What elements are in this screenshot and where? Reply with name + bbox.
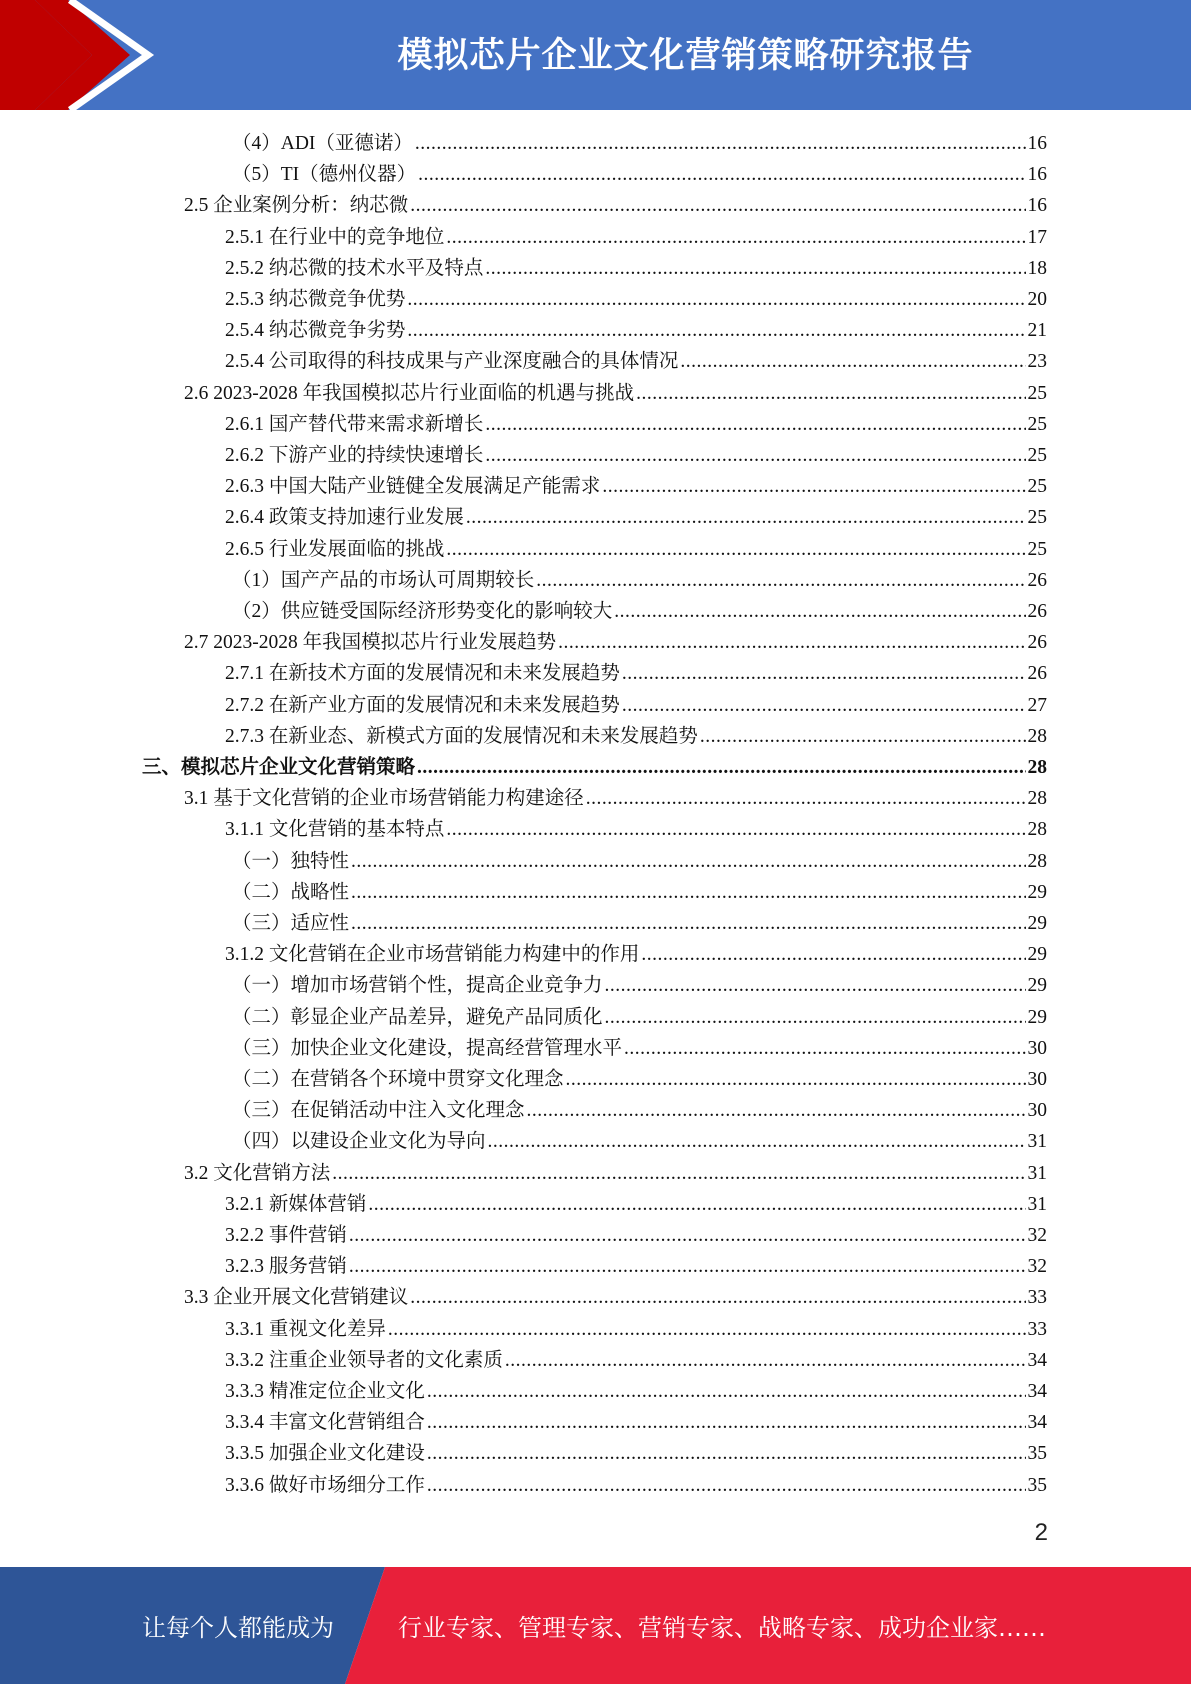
- toc-entry-title: （二）在营销各个环境中贯穿文化理念: [232, 1069, 564, 1090]
- toc-entry-page: 20: [1027, 289, 1047, 310]
- toc-dot-leader: [410, 193, 1025, 219]
- toc-entry-page: 17: [1027, 226, 1047, 248]
- toc-dot-leader: [446, 817, 1025, 843]
- toc-entry[interactable]: [225, 1436, 1047, 1467]
- toc-entry[interactable]: [225, 1468, 1047, 1499]
- toc-entry[interactable]: [184, 781, 1047, 812]
- toc-entry-title: 3.3.5 加强企业文化建设: [225, 1443, 425, 1465]
- toc-dot-leader: [566, 1067, 1026, 1093]
- toc-entry-title: 2.5.3 纳芯微竞争优势: [225, 289, 406, 310]
- header-banner: [0, 0, 1191, 110]
- toc-entry[interactable]: [225, 469, 1047, 500]
- toc-entry[interactable]: [232, 875, 1047, 906]
- toc-dot-leader: [446, 225, 1025, 251]
- toc-entry[interactable]: [225, 1343, 1047, 1374]
- toc-dot-leader: [407, 318, 1025, 344]
- toc-entry[interactable]: [232, 126, 1047, 157]
- toc-entry[interactable]: [225, 407, 1047, 438]
- toc-dot-leader: [388, 1317, 1026, 1343]
- toc-entry-page: 27: [1027, 694, 1047, 716]
- toc-dot-leader: [407, 287, 1025, 313]
- toc-entry-page: 30: [1027, 1037, 1047, 1059]
- toc-entry-page: 29: [1027, 881, 1047, 903]
- toc-entry-page: 28: [1027, 850, 1047, 872]
- toc-entry-title: 3.1.1 文化营销的基本特点: [225, 819, 445, 841]
- toc-entry-page: 33: [1027, 1287, 1047, 1309]
- toc-entry[interactable]: [225, 937, 1047, 968]
- toc-entry[interactable]: [225, 1218, 1047, 1249]
- toc-entry-page: 32: [1027, 1256, 1047, 1278]
- toc-entry-page: 30: [1027, 1069, 1047, 1090]
- toc-dot-leader: [586, 786, 1026, 812]
- toc-dot-leader: [700, 724, 1026, 750]
- toc-dot-leader: [636, 381, 1025, 407]
- toc-entry-page: 25: [1027, 507, 1047, 529]
- toc-entry-title: 2.6 2023-2028 年我国模拟芯片行业面临的机遇与挑战: [184, 382, 635, 404]
- toc-dot-leader: [466, 505, 1026, 531]
- toc-entry-title: 2.6.4 政策支持加速行业发展: [225, 507, 464, 529]
- toc-dot-leader: [488, 1129, 1026, 1155]
- toc-dot-leader: [536, 568, 1025, 594]
- toc-entry-title: 3.2.2 事件营销: [225, 1225, 347, 1246]
- toc-entry[interactable]: [225, 1249, 1047, 1280]
- toc-entry-page: 21: [1027, 320, 1047, 342]
- toc-dot-leader: [558, 630, 1025, 656]
- toc-entry[interactable]: [232, 1062, 1047, 1093]
- toc-entry[interactable]: [225, 688, 1047, 719]
- toc-dot-leader: [680, 349, 1025, 375]
- toc-entry-page: 29: [1027, 913, 1047, 934]
- toc-entry-page: 26: [1027, 601, 1047, 622]
- toc-dot-leader: [622, 693, 1026, 719]
- toc-entry[interactable]: [184, 625, 1047, 656]
- toc-entry-page: 35: [1027, 1474, 1047, 1496]
- toc-entry[interactable]: [232, 1093, 1047, 1124]
- toc-entry-title: 2.5.2 纳芯微的技术水平及特点: [225, 257, 484, 279]
- footer-slogan-right: 行业专家、管理专家、营销专家、战略专家、成功企业家……: [398, 1614, 1046, 1642]
- toc-entry-title: 3.1.2 文化营销在企业市场营销能力构建中的作用: [225, 944, 640, 966]
- toc-entry-title: 2.5.1 在行业中的竞争地位: [225, 226, 445, 248]
- toc-entry-page: 25: [1027, 445, 1047, 466]
- toc-entry-title: 3.3 企业开展文化营销建议: [184, 1287, 409, 1309]
- toc-entry-title: 3.3.6 做好市场细分工作: [225, 1474, 425, 1496]
- toc-entry-title: （四）以建设企业文化为导向: [232, 1131, 486, 1153]
- toc-entry-page: 26: [1027, 663, 1047, 685]
- toc-entry-title: 2.7.3 在新业态、新模式方面的发展情况和未来发展趋势: [225, 725, 698, 747]
- toc-entry-page: 31: [1027, 1162, 1047, 1184]
- toc-entry-title: 3.2.1 新媒体营销: [225, 1193, 367, 1215]
- toc-entry[interactable]: [225, 500, 1047, 531]
- toc-entry-title: （2）供应链受国际经济形势变化的影响较大: [232, 601, 613, 622]
- toc-entry[interactable]: [225, 313, 1047, 344]
- toc-dot-leader: [418, 162, 1025, 188]
- toc-entry-title: （5）TI（德州仪器）: [232, 164, 417, 186]
- toc-entry-page: 18: [1027, 257, 1047, 279]
- toc-entry[interactable]: [225, 656, 1047, 687]
- toc-dot-leader: [368, 1192, 1025, 1218]
- toc-dot-leader: [349, 1254, 1026, 1280]
- toc-entry-title: 3.3.2 注重企业领导者的文化素质: [225, 1349, 503, 1371]
- toc-entry[interactable]: [225, 1312, 1047, 1343]
- toc-entry-title: 2.6.2 下游产业的持续快速增长: [225, 445, 484, 466]
- toc-entry[interactable]: [225, 1187, 1047, 1218]
- toc-dot-leader: [485, 412, 1025, 438]
- toc-entry[interactable]: [232, 1124, 1047, 1155]
- toc-entry-title: 3.2 文化营销方法: [184, 1162, 331, 1184]
- toc-entry-page: 16: [1027, 195, 1047, 217]
- toc-entry-page: 25: [1027, 382, 1047, 404]
- toc-entry-title: （一）独特性: [232, 850, 350, 872]
- footer-banner: [0, 1567, 1191, 1684]
- toc-entry-page: 28: [1027, 819, 1047, 841]
- toc-dot-leader: [351, 849, 1025, 875]
- toc-entry-title: （二）彰显企业产品差异，避免产品同质化: [232, 1006, 603, 1028]
- toc-dot-leader: [485, 443, 1025, 469]
- toc-entry-title: （三）适应性: [232, 913, 350, 934]
- toc-entry-page: 34: [1027, 1349, 1047, 1371]
- footer-slogan-left: 让每个人都能成为: [142, 1614, 334, 1642]
- toc-entry[interactable]: [225, 282, 1047, 313]
- toc-entry-title: 三、模拟芯片企业文化营销策略: [142, 757, 416, 778]
- toc-entry-page: 29: [1027, 944, 1047, 966]
- toc-entry[interactable]: [225, 812, 1047, 843]
- toc-entry[interactable]: [225, 344, 1047, 375]
- toc-entry-page: 31: [1027, 1131, 1047, 1153]
- toc-entry[interactable]: [232, 906, 1047, 937]
- toc-entry-page: 28: [1027, 725, 1047, 747]
- toc-dot-leader: [427, 1441, 1026, 1467]
- toc-entry-title: （1）国产产品的市场认可周期较长: [232, 569, 535, 591]
- toc-dot-leader: [602, 474, 1025, 500]
- toc-entry[interactable]: [184, 376, 1047, 407]
- toc-entry-title: 2.5 企业案例分析：纳芯微: [184, 195, 409, 217]
- toc-entry-title: （一）增加市场营销个性，提高企业竞争力: [232, 975, 603, 997]
- page-number: 2: [1034, 1519, 1048, 1546]
- toc-entry-title: 2.7 2023-2028 年我国模拟芯片行业发展趋势: [184, 632, 557, 654]
- toc-entry-page: 16: [1027, 133, 1047, 154]
- toc-entry-title: 2.7.2 在新产业方面的发展情况和未来发展趋势: [225, 694, 620, 716]
- toc-dot-leader: [349, 1223, 1026, 1249]
- toc-dot-leader: [351, 911, 1025, 937]
- toc-entry-title: 3.3.1 重视文化差异: [225, 1318, 386, 1340]
- toc-entry[interactable]: [225, 220, 1047, 251]
- toc-entry-title: 2.6.1 国产替代带来需求新增长: [225, 413, 484, 435]
- toc-entry-page: 32: [1027, 1225, 1047, 1246]
- toc-dot-leader: [415, 131, 1026, 157]
- toc-dot-leader: [605, 1005, 1026, 1031]
- toc-dot-leader: [427, 1473, 1026, 1499]
- toc-entry-page: 34: [1027, 1381, 1047, 1402]
- toc-entry-page: 26: [1027, 569, 1047, 591]
- toc-entry[interactable]: [232, 1000, 1047, 1031]
- toc-entry-title: 3.3.3 精准定位企业文化: [225, 1381, 425, 1402]
- toc-entry[interactable]: [225, 251, 1047, 282]
- toc-entry-page: 35: [1027, 1443, 1047, 1465]
- toc-dot-leader: [446, 537, 1025, 563]
- toc-entry-page: 25: [1027, 538, 1047, 560]
- toc-entry[interactable]: [225, 1405, 1047, 1436]
- toc-entry[interactable]: [225, 532, 1047, 563]
- toc-entry[interactable]: [232, 968, 1047, 999]
- toc-entry-page: 23: [1027, 351, 1047, 373]
- toc-entry[interactable]: [232, 594, 1047, 625]
- toc-dot-leader: [505, 1348, 1026, 1374]
- toc-dot-leader: [605, 973, 1026, 999]
- toc-entry-page: 29: [1027, 975, 1047, 997]
- toc-entry-title: （三）加快企业文化建设，提高经营管理水平: [232, 1037, 623, 1059]
- toc-entry[interactable]: [142, 750, 1047, 781]
- toc-dot-leader: [622, 661, 1026, 687]
- toc-dot-leader: [427, 1379, 1026, 1405]
- toc-entry-page: 29: [1027, 1006, 1047, 1028]
- toc-entry-title: 2.7.1 在新技术方面的发展情况和未来发展趋势: [225, 663, 620, 685]
- toc-entry-title: 3.1 基于文化营销的企业市场营销能力构建途径: [184, 788, 584, 810]
- header-arrow-decoration: [0, 0, 170, 110]
- toc-dot-leader: [351, 880, 1025, 906]
- toc-entry[interactable]: [232, 1031, 1047, 1062]
- toc-dot-leader: [624, 1036, 1025, 1062]
- toc-entry-page: 28: [1027, 757, 1047, 778]
- toc-entry[interactable]: [225, 1374, 1047, 1405]
- toc-dot-leader: [485, 256, 1025, 282]
- toc-entry-title: 2.5.4 纳芯微竞争劣势: [225, 320, 406, 342]
- toc-entry-page: 16: [1027, 164, 1047, 186]
- toc-entry[interactable]: [232, 157, 1047, 188]
- toc-entry-title: （二）战略性: [232, 881, 350, 903]
- toc-dot-leader: [527, 1098, 1026, 1124]
- toc-entry-page: 25: [1027, 413, 1047, 435]
- toc-entry-page: 30: [1027, 1100, 1047, 1122]
- toc-entry-title: 3.2.3 服务营销: [225, 1256, 347, 1278]
- toc-dot-leader: [417, 755, 1025, 781]
- toc-entry-page: 25: [1027, 476, 1047, 498]
- toc-dot-leader: [641, 942, 1025, 968]
- toc-entry[interactable]: [225, 719, 1047, 750]
- toc-dot-leader: [332, 1161, 1025, 1187]
- document-title: 模拟芯片企业文化营销策略研究报告: [397, 36, 974, 76]
- toc-entry[interactable]: [184, 1280, 1047, 1311]
- toc-entry[interactable]: [232, 844, 1047, 875]
- toc-entry-title: 2.6.3 中国大陆产业链健全发展满足产能需求: [225, 476, 601, 498]
- toc-entry-title: （4）ADI（亚德诺）: [232, 133, 413, 154]
- toc-entry-title: （三）在促销活动中注入文化理念: [232, 1100, 525, 1122]
- toc-entry-title: 3.3.4 丰富文化营销组合: [225, 1412, 425, 1434]
- toc-entry-page: 28: [1027, 788, 1047, 810]
- toc-entry-page: 33: [1027, 1318, 1047, 1340]
- toc-entry-page: 34: [1027, 1412, 1047, 1434]
- toc-dot-leader: [427, 1410, 1026, 1436]
- toc-entry-page: 26: [1027, 632, 1047, 654]
- toc-entry-page: 31: [1027, 1193, 1047, 1215]
- toc-entry[interactable]: [184, 188, 1047, 219]
- toc-entry-title: 2.6.5 行业发展面临的挑战: [225, 538, 445, 560]
- toc-dot-leader: [410, 1285, 1025, 1311]
- toc-entry[interactable]: [225, 438, 1047, 469]
- toc-entry-title: 2.5.4 公司取得的科技成果与产业深度融合的具体情况: [225, 351, 679, 373]
- toc-entry[interactable]: [232, 563, 1047, 594]
- toc-entry[interactable]: [184, 1156, 1047, 1187]
- toc-dot-leader: [614, 599, 1025, 625]
